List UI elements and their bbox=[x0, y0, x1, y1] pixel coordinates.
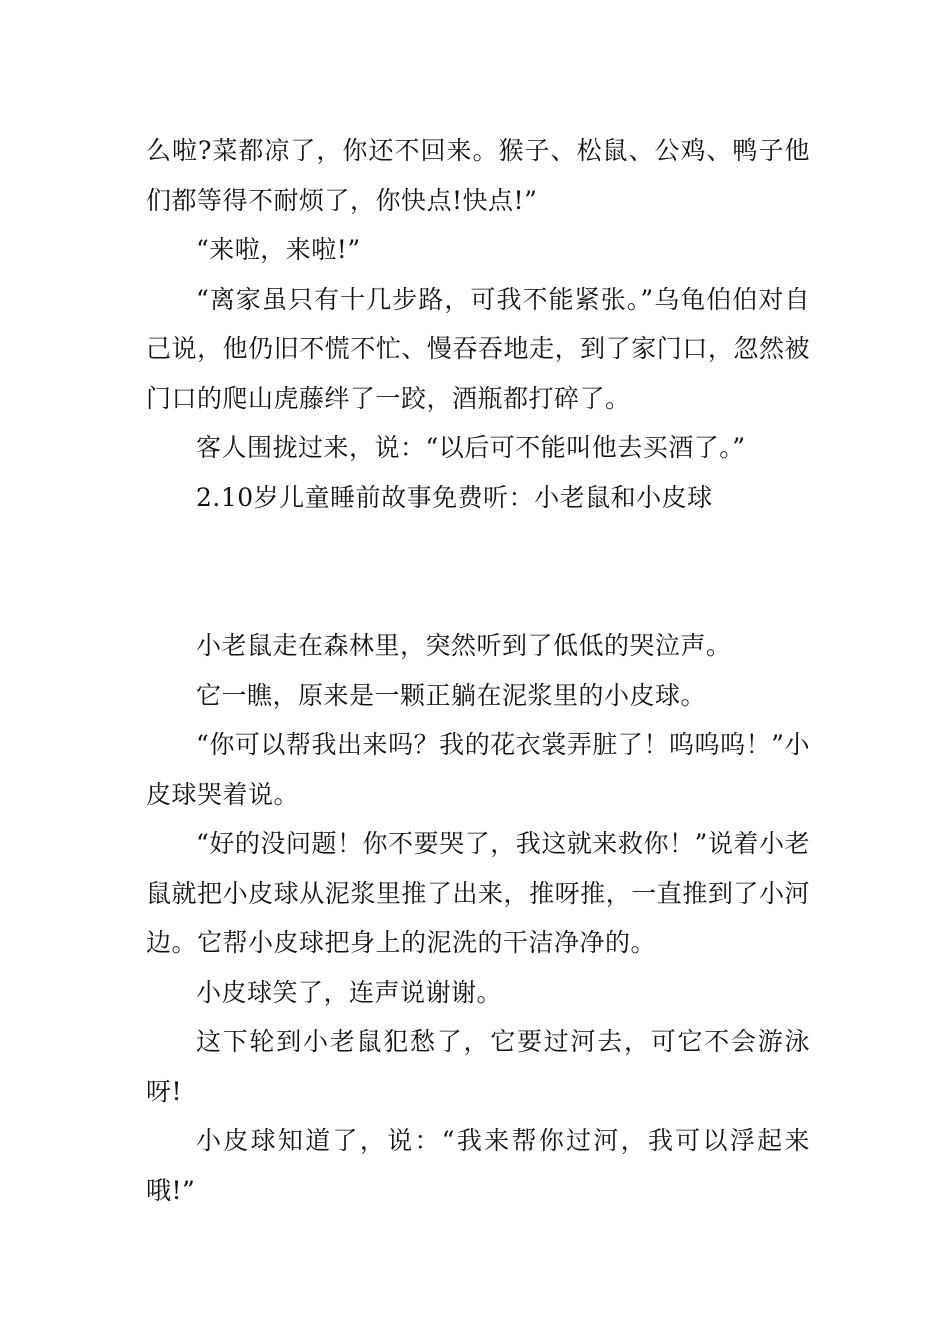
paragraph: 小皮球笑了，连声说谢谢。 bbox=[196, 977, 503, 1007]
paragraph: “离家虽只有十几步路，可我不能紧张。”乌龟伯伯对自己说，他仍旧不慌不忙、慢吞吞地走，到了家门口，忽然被门口的爬山虎藤绊了一跤，酒瓶都打碎了。 bbox=[146, 284, 810, 413]
blank-gap bbox=[146, 522, 810, 621]
paragraph: 客人围拢过来，说：“以后可不能叫他去买酒了。” bbox=[196, 433, 746, 462]
paragraph: “你可以帮我出来吗？我的花衣裳弄脏了！呜呜呜！”小皮球哭着说。 bbox=[146, 730, 810, 809]
paragraph: 小皮球知道了，说：“我来帮你过河，我可以浮起来哦!” bbox=[146, 1126, 810, 1205]
paragraph: “好的没问题！你不要哭了，我这就来救你！”说着小老鼠就把小皮球从泥浆里推了出来，推呀推，一直推到了小河边。它帮小皮球把身上的泥洗的干洁净净的。 bbox=[146, 829, 810, 957]
paragraph: 小老鼠走在森林里，突然听到了低低的哭泣声。 bbox=[196, 631, 732, 660]
paragraph: 它一瞧，原来是一颗正躺在泥浆里的小皮球。 bbox=[196, 680, 707, 710]
section-heading: 2.10岁儿童睡前故事免费听：小老鼠和小皮球 bbox=[196, 482, 713, 512]
paragraph-continuation: 么啦?菜都凉了，你还不回来。猴子、松鼠、公鸡、鸭子他们都等得不耐烦了，你快点!快点!” bbox=[146, 136, 810, 215]
paragraph: “来啦，来啦!” bbox=[196, 235, 361, 264]
document-body bbox=[146, 126, 810, 1215]
paragraph: 这下轮到小老鼠犯愁了，它要过河去，可它不会游泳呀! bbox=[146, 1027, 810, 1106]
